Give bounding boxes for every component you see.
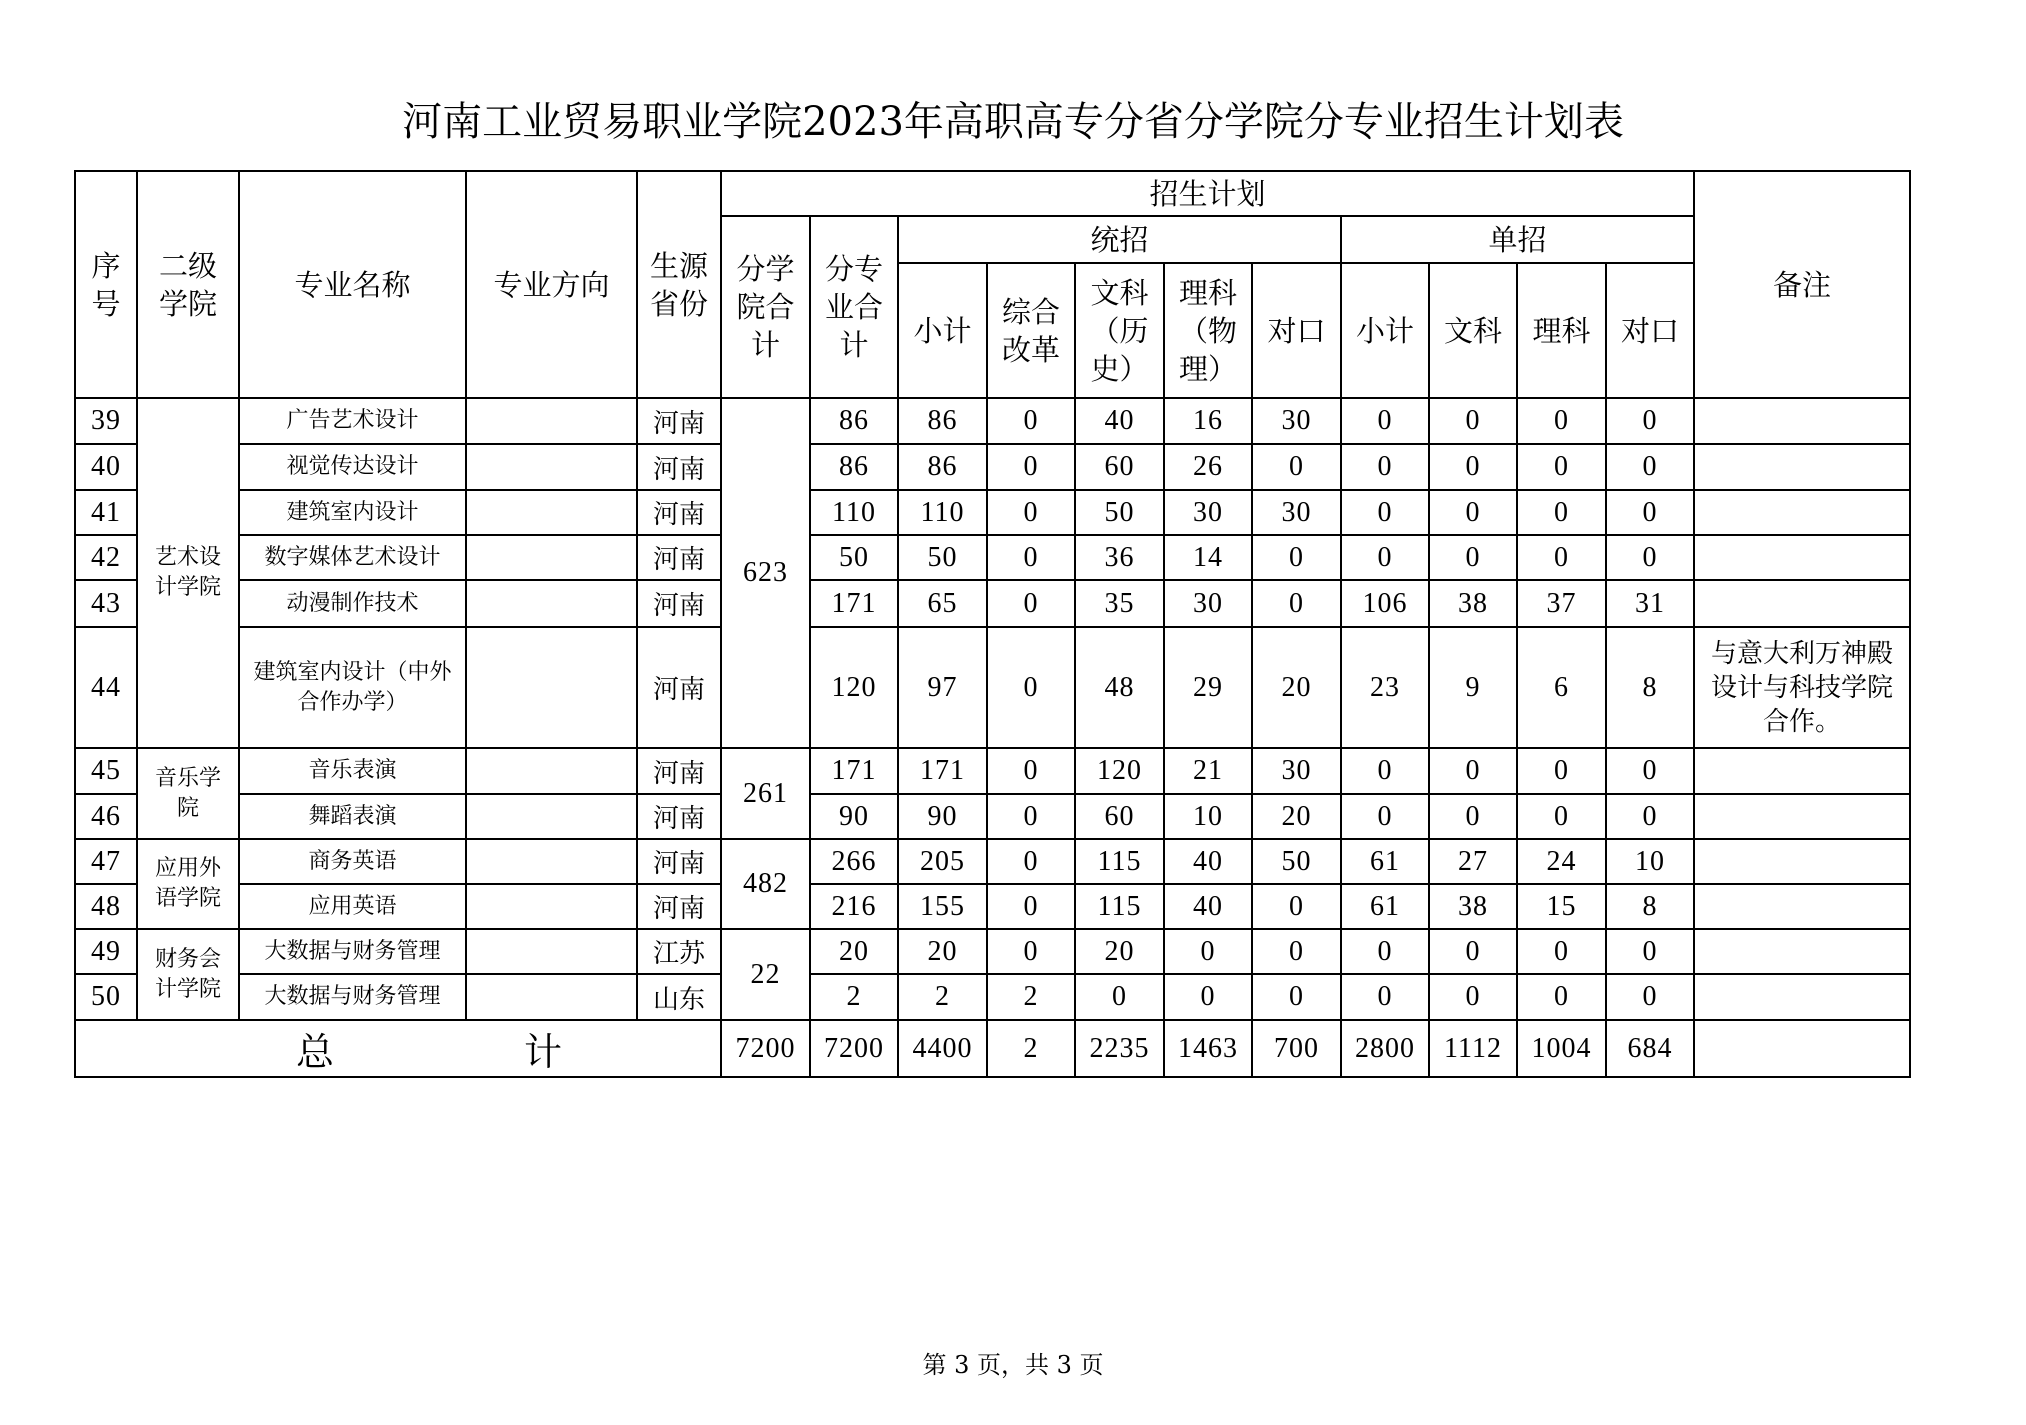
enrollment-plan-table <box>74 170 1911 1078</box>
total-unified-vocational: 700 <box>1252 1020 1341 1077</box>
college-cell: 财务会计学院 <box>137 929 239 1020</box>
table-row <box>75 627 1910 748</box>
single-science-cell: 24 <box>1517 839 1606 884</box>
table-row <box>75 444 1910 490</box>
major-cell: 视觉传达设计 <box>239 444 466 490</box>
major-cell: 应用英语 <box>239 884 466 929</box>
major-total-cell: 20 <box>810 929 898 974</box>
unified-history-cell: 115 <box>1075 884 1164 929</box>
total-single-subtotal: 2800 <box>1341 1020 1429 1077</box>
province-cell: 山东 <box>637 974 721 1020</box>
college-cell: 音乐学院 <box>137 748 239 839</box>
college-total-cell: 482 <box>721 839 810 929</box>
single-vocational-cell: 0 <box>1606 535 1694 580</box>
header-unified-group: 统招 <box>898 216 1341 263</box>
unified-comprehensive-cell: 0 <box>987 535 1075 580</box>
unified-comprehensive-cell: 0 <box>987 884 1075 929</box>
document-title: 河南工业贸易职业学院2023年高职高专分省分学院分专业招生计划表 <box>402 99 1624 145</box>
unified-history-cell: 36 <box>1075 535 1164 580</box>
province-cell: 河南 <box>637 444 721 490</box>
province-cell: 河南 <box>637 580 721 627</box>
province-cell: 河南 <box>637 839 721 884</box>
unified-subtotal-cell: 20 <box>898 929 987 974</box>
seq-cell: 47 <box>75 839 137 884</box>
remark-cell <box>1694 398 1910 444</box>
unified-subtotal-cell: 110 <box>898 490 987 535</box>
header-college-total: 分学院合计 <box>721 216 810 398</box>
single-subtotal-cell: 61 <box>1341 839 1429 884</box>
total-row <box>75 1020 1910 1077</box>
single-science-cell: 0 <box>1517 490 1606 535</box>
seq-cell: 50 <box>75 974 137 1020</box>
single-science-cell: 0 <box>1517 929 1606 974</box>
unified-vocational-cell: 30 <box>1252 490 1341 535</box>
direction-cell <box>466 627 637 748</box>
remark-cell: 与意大利万神殿设计与科技学院合作。 <box>1694 627 1910 748</box>
header-unified-history: 文科（历史） <box>1075 263 1164 398</box>
single-vocational-cell: 0 <box>1606 490 1694 535</box>
unified-comprehensive-cell: 0 <box>987 580 1075 627</box>
unified-physics-cell: 21 <box>1164 748 1252 794</box>
header-major-total: 分专业合计 <box>810 216 898 398</box>
single-arts-cell: 38 <box>1429 884 1517 929</box>
unified-history-cell: 0 <box>1075 974 1164 1020</box>
direction-cell <box>466 444 637 490</box>
direction-cell <box>466 748 637 794</box>
unified-physics-cell: 0 <box>1164 929 1252 974</box>
single-subtotal-cell: 0 <box>1341 398 1429 444</box>
single-subtotal-cell: 0 <box>1341 535 1429 580</box>
table-row <box>75 580 1910 627</box>
unified-vocational-cell: 20 <box>1252 627 1341 748</box>
major-total-cell: 266 <box>810 839 898 884</box>
total-single-arts: 1112 <box>1429 1020 1517 1077</box>
table-row <box>75 490 1910 535</box>
total-major-total: 7200 <box>810 1020 898 1077</box>
seq-cell: 43 <box>75 580 137 627</box>
college-total-cell: 623 <box>721 398 810 748</box>
remark-cell <box>1694 839 1910 884</box>
table-row <box>75 839 1910 884</box>
single-science-cell: 0 <box>1517 794 1606 839</box>
major-total-cell: 110 <box>810 490 898 535</box>
college-cell: 艺术设计学院 <box>137 398 239 748</box>
direction-cell <box>466 398 637 444</box>
single-arts-cell: 0 <box>1429 794 1517 839</box>
unified-comprehensive-cell: 0 <box>987 398 1075 444</box>
unified-vocational-cell: 0 <box>1252 535 1341 580</box>
single-vocational-cell: 0 <box>1606 398 1694 444</box>
seq-cell: 44 <box>75 627 137 748</box>
province-cell: 河南 <box>637 794 721 839</box>
remark-cell <box>1694 974 1910 1020</box>
major-total-cell: 171 <box>810 748 898 794</box>
direction-cell <box>466 490 637 535</box>
total-unified-history: 2235 <box>1075 1020 1164 1077</box>
unified-history-cell: 50 <box>1075 490 1164 535</box>
single-arts-cell: 0 <box>1429 929 1517 974</box>
total-unified-physics: 1463 <box>1164 1020 1252 1077</box>
seq-cell: 41 <box>75 490 137 535</box>
single-subtotal-cell: 0 <box>1341 490 1429 535</box>
major-total-cell: 171 <box>810 580 898 627</box>
direction-cell <box>466 535 637 580</box>
single-science-cell: 15 <box>1517 884 1606 929</box>
header-remark: 备注 <box>1694 171 1910 398</box>
header-single-subtotal: 小计 <box>1341 263 1429 398</box>
major-total-cell: 50 <box>810 535 898 580</box>
single-vocational-cell: 8 <box>1606 884 1694 929</box>
table-row <box>75 398 1910 444</box>
major-cell: 舞蹈表演 <box>239 794 466 839</box>
remark-cell <box>1694 929 1910 974</box>
unified-history-cell: 120 <box>1075 748 1164 794</box>
total-college-total: 7200 <box>721 1020 810 1077</box>
unified-physics-cell: 26 <box>1164 444 1252 490</box>
unified-vocational-cell: 0 <box>1252 884 1341 929</box>
unified-history-cell: 60 <box>1075 444 1164 490</box>
remark-cell <box>1694 490 1910 535</box>
seq-cell: 46 <box>75 794 137 839</box>
total-single-science: 1004 <box>1517 1020 1606 1077</box>
total-remark <box>1694 1020 1910 1077</box>
table-row <box>75 929 1910 974</box>
seq-cell: 48 <box>75 884 137 929</box>
unified-comprehensive-cell: 0 <box>987 627 1075 748</box>
table-row <box>75 535 1910 580</box>
unified-history-cell: 115 <box>1075 839 1164 884</box>
unified-subtotal-cell: 65 <box>898 580 987 627</box>
unified-vocational-cell: 0 <box>1252 929 1341 974</box>
unified-vocational-cell: 50 <box>1252 839 1341 884</box>
unified-comprehensive-cell: 0 <box>987 490 1075 535</box>
header-direction: 专业方向 <box>466 171 637 398</box>
major-cell: 大数据与财务管理 <box>239 929 466 974</box>
direction-cell <box>466 974 637 1020</box>
remark-cell <box>1694 535 1910 580</box>
province-cell: 河南 <box>637 535 721 580</box>
single-science-cell: 0 <box>1517 535 1606 580</box>
unified-subtotal-cell: 50 <box>898 535 987 580</box>
single-science-cell: 0 <box>1517 748 1606 794</box>
single-arts-cell: 0 <box>1429 490 1517 535</box>
header-unified-vocational: 对口 <box>1252 263 1341 398</box>
direction-cell <box>466 929 637 974</box>
unified-subtotal-cell: 205 <box>898 839 987 884</box>
single-vocational-cell: 0 <box>1606 794 1694 839</box>
seq-cell: 39 <box>75 398 137 444</box>
unified-history-cell: 40 <box>1075 398 1164 444</box>
single-arts-cell: 0 <box>1429 444 1517 490</box>
header-unified-physics: 理科（物理） <box>1164 263 1252 398</box>
single-subtotal-cell: 0 <box>1341 974 1429 1020</box>
major-total-cell: 2 <box>810 974 898 1020</box>
unified-subtotal-cell: 171 <box>898 748 987 794</box>
single-arts-cell: 27 <box>1429 839 1517 884</box>
single-arts-cell: 38 <box>1429 580 1517 627</box>
header-plan-group: 招生计划 <box>721 171 1694 216</box>
unified-subtotal-cell: 2 <box>898 974 987 1020</box>
unified-physics-cell: 29 <box>1164 627 1252 748</box>
total-label: 总 计 <box>75 1020 721 1077</box>
province-cell: 河南 <box>637 627 721 748</box>
seq-cell: 40 <box>75 444 137 490</box>
unified-subtotal-cell: 86 <box>898 398 987 444</box>
single-vocational-cell: 31 <box>1606 580 1694 627</box>
header-unified-comprehensive: 综合改革 <box>987 263 1075 398</box>
seq-cell: 49 <box>75 929 137 974</box>
single-vocational-cell: 0 <box>1606 444 1694 490</box>
unified-physics-cell: 30 <box>1164 490 1252 535</box>
total-unified-comprehensive: 2 <box>987 1020 1075 1077</box>
province-cell: 江苏 <box>637 929 721 974</box>
unified-comprehensive-cell: 2 <box>987 974 1075 1020</box>
single-vocational-cell: 10 <box>1606 839 1694 884</box>
single-subtotal-cell: 0 <box>1341 929 1429 974</box>
unified-physics-cell: 16 <box>1164 398 1252 444</box>
unified-physics-cell: 10 <box>1164 794 1252 839</box>
header-province: 生源省份 <box>637 171 721 398</box>
single-arts-cell: 0 <box>1429 974 1517 1020</box>
header-seq: 序号 <box>75 171 137 398</box>
major-cell: 广告艺术设计 <box>239 398 466 444</box>
remark-cell <box>1694 794 1910 839</box>
single-subtotal-cell: 106 <box>1341 580 1429 627</box>
unified-physics-cell: 14 <box>1164 535 1252 580</box>
direction-cell <box>466 839 637 884</box>
unified-vocational-cell: 20 <box>1252 794 1341 839</box>
unified-physics-cell: 0 <box>1164 974 1252 1020</box>
major-cell: 建筑室内设计 <box>239 490 466 535</box>
single-vocational-cell: 0 <box>1606 974 1694 1020</box>
unified-physics-cell: 30 <box>1164 580 1252 627</box>
header-single-science: 理科 <box>1517 263 1606 398</box>
unified-subtotal-cell: 86 <box>898 444 987 490</box>
province-cell: 河南 <box>637 490 721 535</box>
unified-subtotal-cell: 97 <box>898 627 987 748</box>
header-major: 专业名称 <box>239 171 466 398</box>
header-single-vocational: 对口 <box>1606 263 1694 398</box>
header-college: 二级学院 <box>137 171 239 398</box>
single-subtotal-cell: 23 <box>1341 627 1429 748</box>
table-row <box>75 974 1910 1020</box>
major-cell: 大数据与财务管理 <box>239 974 466 1020</box>
total-single-vocational: 684 <box>1606 1020 1694 1077</box>
seq-cell: 42 <box>75 535 137 580</box>
major-cell: 商务英语 <box>239 839 466 884</box>
unified-vocational-cell: 0 <box>1252 444 1341 490</box>
unified-comprehensive-cell: 0 <box>987 929 1075 974</box>
unified-vocational-cell: 30 <box>1252 398 1341 444</box>
single-science-cell: 0 <box>1517 398 1606 444</box>
province-cell: 河南 <box>637 748 721 794</box>
college-cell: 应用外语学院 <box>137 839 239 929</box>
unified-history-cell: 35 <box>1075 580 1164 627</box>
major-total-cell: 90 <box>810 794 898 839</box>
direction-cell <box>466 884 637 929</box>
unified-comprehensive-cell: 0 <box>987 444 1075 490</box>
major-total-cell: 86 <box>810 398 898 444</box>
header-single-arts: 文科 <box>1429 263 1517 398</box>
seq-cell: 45 <box>75 748 137 794</box>
single-subtotal-cell: 0 <box>1341 794 1429 839</box>
single-subtotal-cell: 0 <box>1341 748 1429 794</box>
major-cell: 音乐表演 <box>239 748 466 794</box>
major-total-cell: 216 <box>810 884 898 929</box>
single-arts-cell: 0 <box>1429 535 1517 580</box>
table-row <box>75 748 1910 794</box>
table-row <box>75 794 1910 839</box>
single-science-cell: 6 <box>1517 627 1606 748</box>
header-single-group: 单招 <box>1341 216 1694 263</box>
college-total-cell: 22 <box>721 929 810 1020</box>
header-unified-subtotal: 小计 <box>898 263 987 398</box>
page-number: 第 3 页，共 3 页 <box>922 1351 1104 1379</box>
single-science-cell: 0 <box>1517 444 1606 490</box>
unified-physics-cell: 40 <box>1164 839 1252 884</box>
single-subtotal-cell: 0 <box>1341 444 1429 490</box>
major-total-cell: 86 <box>810 444 898 490</box>
single-vocational-cell: 8 <box>1606 627 1694 748</box>
province-cell: 河南 <box>637 398 721 444</box>
major-cell: 动漫制作技术 <box>239 580 466 627</box>
single-arts-cell: 9 <box>1429 627 1517 748</box>
single-subtotal-cell: 61 <box>1341 884 1429 929</box>
remark-cell <box>1694 748 1910 794</box>
major-cell: 建筑室内设计（中外合作办学） <box>239 627 466 748</box>
unified-vocational-cell: 0 <box>1252 974 1341 1020</box>
single-science-cell: 0 <box>1517 974 1606 1020</box>
unified-subtotal-cell: 155 <box>898 884 987 929</box>
single-science-cell: 37 <box>1517 580 1606 627</box>
single-vocational-cell: 0 <box>1606 748 1694 794</box>
unified-vocational-cell: 30 <box>1252 748 1341 794</box>
unified-comprehensive-cell: 0 <box>987 839 1075 884</box>
remark-cell <box>1694 444 1910 490</box>
major-cell: 数字媒体艺术设计 <box>239 535 466 580</box>
province-cell: 河南 <box>637 884 721 929</box>
direction-cell <box>466 794 637 839</box>
unified-comprehensive-cell: 0 <box>987 748 1075 794</box>
single-arts-cell: 0 <box>1429 748 1517 794</box>
table-row <box>75 884 1910 929</box>
total-unified-subtotal: 4400 <box>898 1020 987 1077</box>
remark-cell <box>1694 884 1910 929</box>
single-arts-cell: 0 <box>1429 398 1517 444</box>
unified-vocational-cell: 0 <box>1252 580 1341 627</box>
unified-history-cell: 60 <box>1075 794 1164 839</box>
unified-physics-cell: 40 <box>1164 884 1252 929</box>
direction-cell <box>466 580 637 627</box>
unified-subtotal-cell: 90 <box>898 794 987 839</box>
unified-history-cell: 20 <box>1075 929 1164 974</box>
college-total-cell: 261 <box>721 748 810 839</box>
major-total-cell: 120 <box>810 627 898 748</box>
remark-cell <box>1694 580 1910 627</box>
unified-history-cell: 48 <box>1075 627 1164 748</box>
unified-comprehensive-cell: 0 <box>987 794 1075 839</box>
single-vocational-cell: 0 <box>1606 929 1694 974</box>
